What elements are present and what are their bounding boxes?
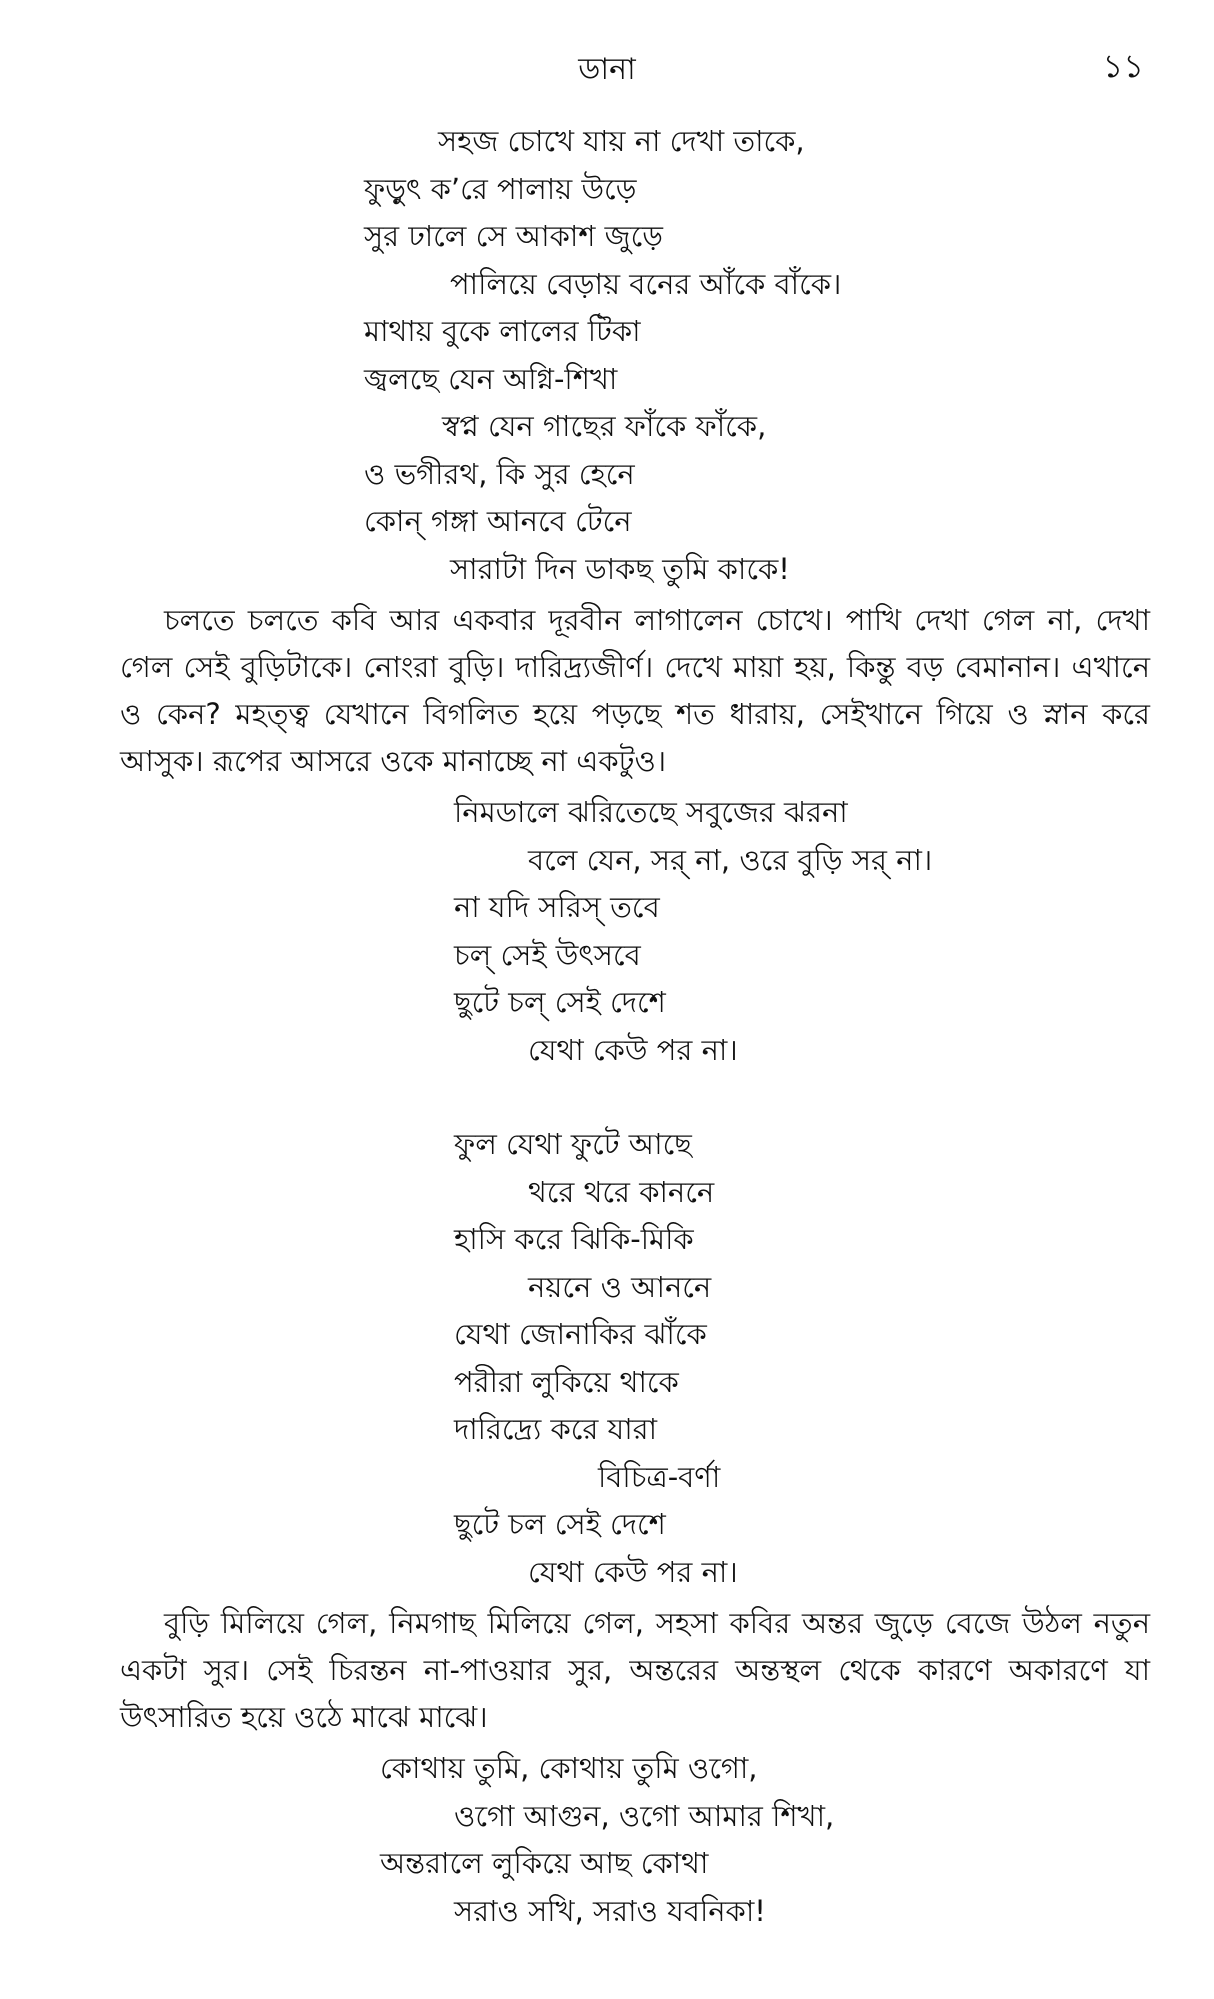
verse-line: মাথায় বুকে লালের টিকা <box>364 314 641 348</box>
verse-stanza-3 <box>120 1121 1150 1596</box>
prose-paragraph-2: বুড়ি মিলিয়ে গেল, নিমগাছ মিলিয়ে গেল, সহসা কবির অন্তর জুড়ে বেজে উঠল নতুন একটা সুর। সেই চিরন্তন না-পাওয়ার সুর, অন্তরের অন্তস্থল থেকে কারণে অকারণে যা উৎসারিত হয়ে ওঠে মাঝে মাঝে। <box>120 1606 1150 1734</box>
prose-paragraph-1: চলতে চলতে কবি আর একবার দূরবীন লাগালেন চোখে। পাখি দেখা গেল না, দেখা গেল সেই বুড়িটাকে। নোংরা বুড়ি। দারিদ্র্যজীর্ণ। দেখে মায়া হয়, কিন্তু বড় বেমানান। এখানে ও কেন? মহত্ত্ব যেখানে বিগলিত হয়ে পড়ছে শত ধারায়, সেইখানে গিয়ে ও স্নান করে আসুক। রূপের আসরে ওকে মানাচ্ছে না একটুও। <box>120 603 1150 778</box>
verse-line: কোন্ গঙ্গা আনবে টেনে <box>364 504 632 538</box>
verse-line: ফুড়ুৎ ক’রে পালায় উড়ে <box>364 171 637 206</box>
verse-line: বলে যেন, সর্ না, ওরে বুড়ি সর্ না। <box>528 842 933 877</box>
verse-line: জ্বলছে যেন অগ্নি-শিখা <box>364 361 618 396</box>
verse-line: চল্ সেই উৎসবে <box>454 937 641 972</box>
verse-stanza-4 <box>120 1745 1150 1935</box>
verse-line: সারাটা দিন ডাকছ তুমি কাকে! <box>450 551 790 586</box>
verse-line: থরে থরে কাননে <box>528 1174 715 1209</box>
verse-stanza-1 <box>120 118 1150 593</box>
verse-line: যেথা জোনাকির ঝাঁকে <box>454 1317 707 1351</box>
verse-line: ও ভগীরথ, কি সুর হেনে <box>364 456 635 491</box>
verse-line: নয়নে ও আননে <box>528 1269 712 1304</box>
verse-line: যেথা কেউ পর না। <box>528 1032 738 1067</box>
verse-line: ছুটে চল সেই দেশে <box>454 1507 666 1541</box>
verse-line: ওগো আগুন, ওগো আমার শিখা, <box>454 1798 835 1833</box>
verse-line: স্বপ্ন যেন গাছের ফাঁকে ফাঁকে, <box>442 409 767 443</box>
verse-line: কোথায় তুমি, কোথায় তুমি ওগো, <box>380 1751 758 1785</box>
page-body <box>120 118 1150 1935</box>
verse-line: বিচিত্র-বর্ণা <box>598 1459 721 1494</box>
verse-line: দারিদ্র্যে করে যারা <box>454 1412 658 1446</box>
verse-stanza-2 <box>120 789 1150 1074</box>
verse-line: ফুল যেথা ফুটে আছে <box>454 1127 692 1161</box>
verse-line: পালিয়ে বেড়ায় বনের আঁকে বাঁকে। <box>450 266 842 301</box>
verse-line: পরীরা লুকিয়ে থাকে <box>454 1364 679 1399</box>
verse-line: নিমডালে ঝরিতেছে সবুজের ঝরনা <box>454 795 848 829</box>
verse-line: ছুটে চল্ সেই দেশে <box>454 985 666 1019</box>
page-number: ১১ <box>1102 47 1144 85</box>
verse-line: সরাও সখি, সরাও যবনিকা! <box>454 1893 766 1928</box>
stanza-gap <box>120 1074 1150 1121</box>
verse-line: সহজ চোখে যায় না দেখা তাকে, <box>438 124 805 158</box>
verse-line: সুর ঢালে সে আকাশ জুড়ে <box>364 219 663 253</box>
verse-line: যেথা কেউ পর না। <box>528 1554 738 1589</box>
verse-line: অন্তরালে লুকিয়ে আছ কোথা <box>380 1846 709 1880</box>
running-title: ডানা <box>578 52 636 87</box>
verse-line: হাসি করে ঝিকি-মিকি <box>454 1222 694 1256</box>
verse-line: না যদি সরিস্ তবে <box>454 890 660 924</box>
